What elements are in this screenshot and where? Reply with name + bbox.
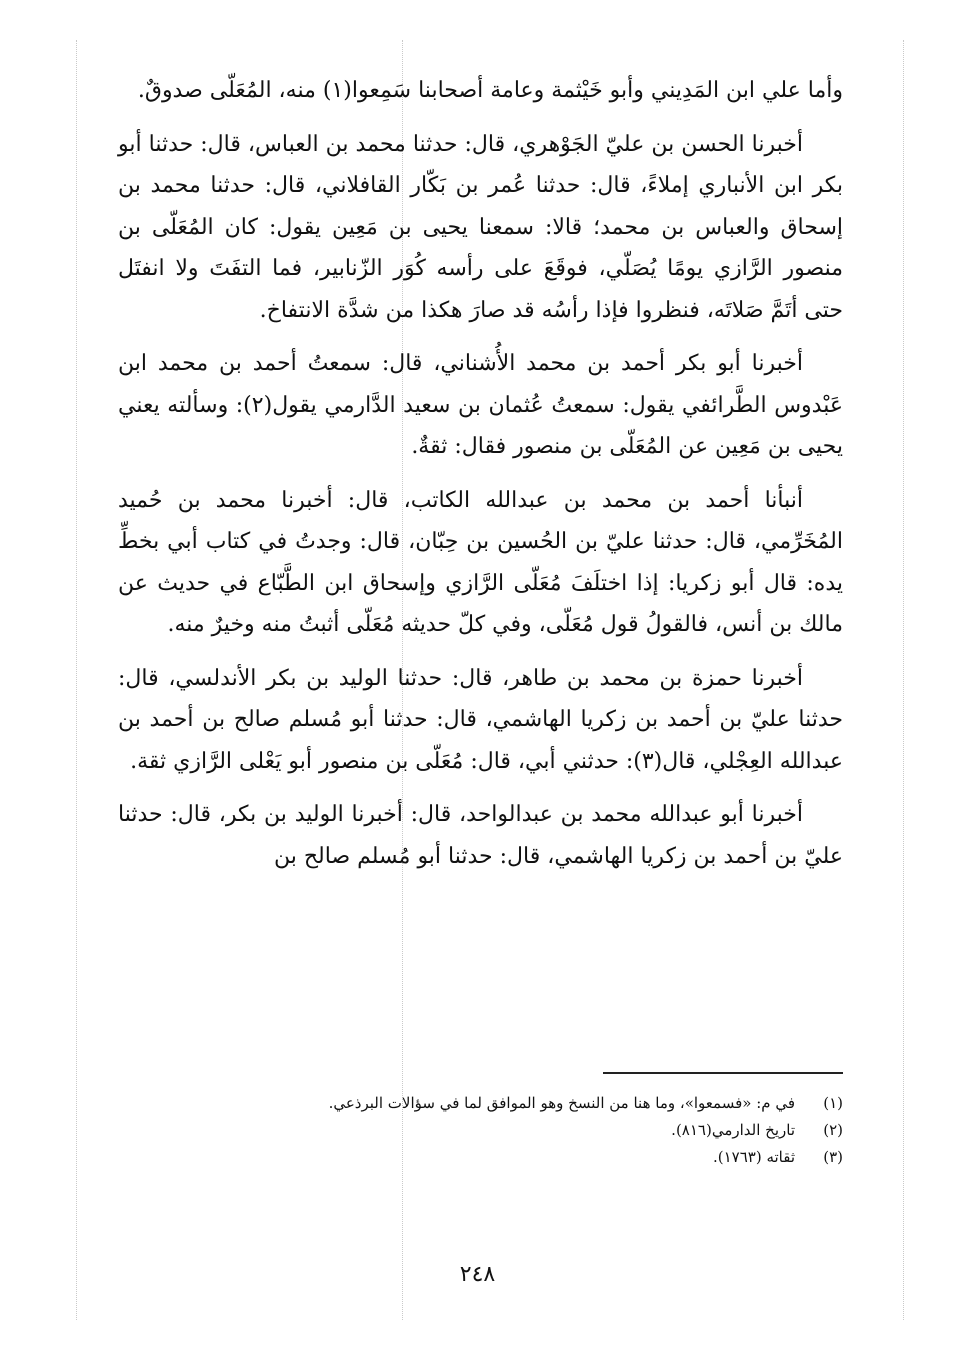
scan-artifact-line (903, 40, 904, 1320)
scan-artifact-line (76, 40, 77, 1320)
footnote-text: تاريخ الدارمي(٨١٦). (671, 1121, 795, 1139)
main-text (118, 70, 843, 889)
footnote-2 (118, 1117, 843, 1144)
footnotes (118, 1090, 843, 1171)
page-number: ٢٤٨ (459, 1262, 496, 1287)
footnote-text: في م: «فسمعوا»، وما هنا من النسخ وهو الموافق لما في سؤالات البرذعي. (328, 1094, 795, 1112)
footnote-number: (٢) (823, 1121, 843, 1139)
footnote-text: ثقاته (١٧٦٣). (712, 1148, 795, 1166)
footnote-number: (١) (823, 1094, 843, 1112)
paragraph-1: وأما علي ابن المَدِيني وأبو خَيْثمة وعامة أصحابنا سَمِعوا(١) منه، المُعَلّى صدوقٌ. (137, 78, 843, 103)
paragraph-4: أنبأنا أحمد بن محمد بن عبدالله الكاتب، قال: أخبرنا محمد بن حُميد المُخَرِّمي، قال: حدثنا عليّ بن الحُسين بن حِبّان، قال: وجدتُ في كتاب أبي بخطِّ يده: قال أبو زكريا: إذا اختلَفَ مُعَلّى الرَّازي وإسحاق ابن الطَّبّاع في حديث عن مالك بن أنس، فالقولُ قول مُعَلّى، وفي كلّ حديثه مُعَلّى أثبتُ منه وخيرٌ منه. (118, 487, 843, 637)
paragraph-2: أخبرنا الحسن بن عليّ الجَوْهري، قال: حدثنا محمد بن العباس، قال: حدثنا أبو بكر ابن الأنباري إملاءً، قال: حدثنا عُمر بن بَكّار القافلاني، قال: حدثنا محمد بن إسحاق والعباس بن محمد؛ قالا: سمعنا يحيى بن مَعِين يقول: كان المُعَلّى بن منصور الرَّازي يومًا يُصَلّي، فوقَعَ على رأسه كُوَر الزّنابير، فما التفَتَ ولا انفتَل حتى أتَمَّ صَلاتَه، فنظروا فإذا رأسُه قد صارَ هكذا من شدَّة الانتفاخ. (118, 131, 843, 323)
paragraph-3: أخبرنا أبو بكر أحمد بن محمد الأُشناني، قال: سمعتُ أحمد بن محمد ابن عَبْدوس الطَّرائفي يقول: سمعتُ عُثمان بن سعيد الدَّارمي يقول(٢): وسألته يعني يحيى بن مَعِين عن المُعَلّى بن منصور فقال: ثقةٌ. (118, 351, 843, 459)
footnote-separator (603, 1072, 843, 1074)
footnote-3 (118, 1144, 843, 1171)
paragraph-5: أخبرنا حمزة بن محمد بن طاهر، قال: حدثنا الوليد بن بكر الأندلسي، قال: حدثنا عليّ بن أحمد بن زكريا الهاشمي، قال: حدثنا أبو مُسلم صالح بن أحمد بن عبدالله العِجْلي، قال(٣): حدثني أبي، قال: مُعَلّى بن منصور أبو يَعْلى الرَّازي ثقة. (118, 665, 843, 774)
footnote-1 (118, 1090, 843, 1117)
footnote-number: (٣) (823, 1148, 843, 1166)
paragraph-6: أخبرنا أبو عبدالله محمد بن عبدالواحد، قال: أخبرنا الوليد بن بكر، قال: حدثنا عليّ بن أحمد بن زكريا الهاشمي، قال: حدثنا أبو مُسلم صالح بن (118, 802, 843, 869)
